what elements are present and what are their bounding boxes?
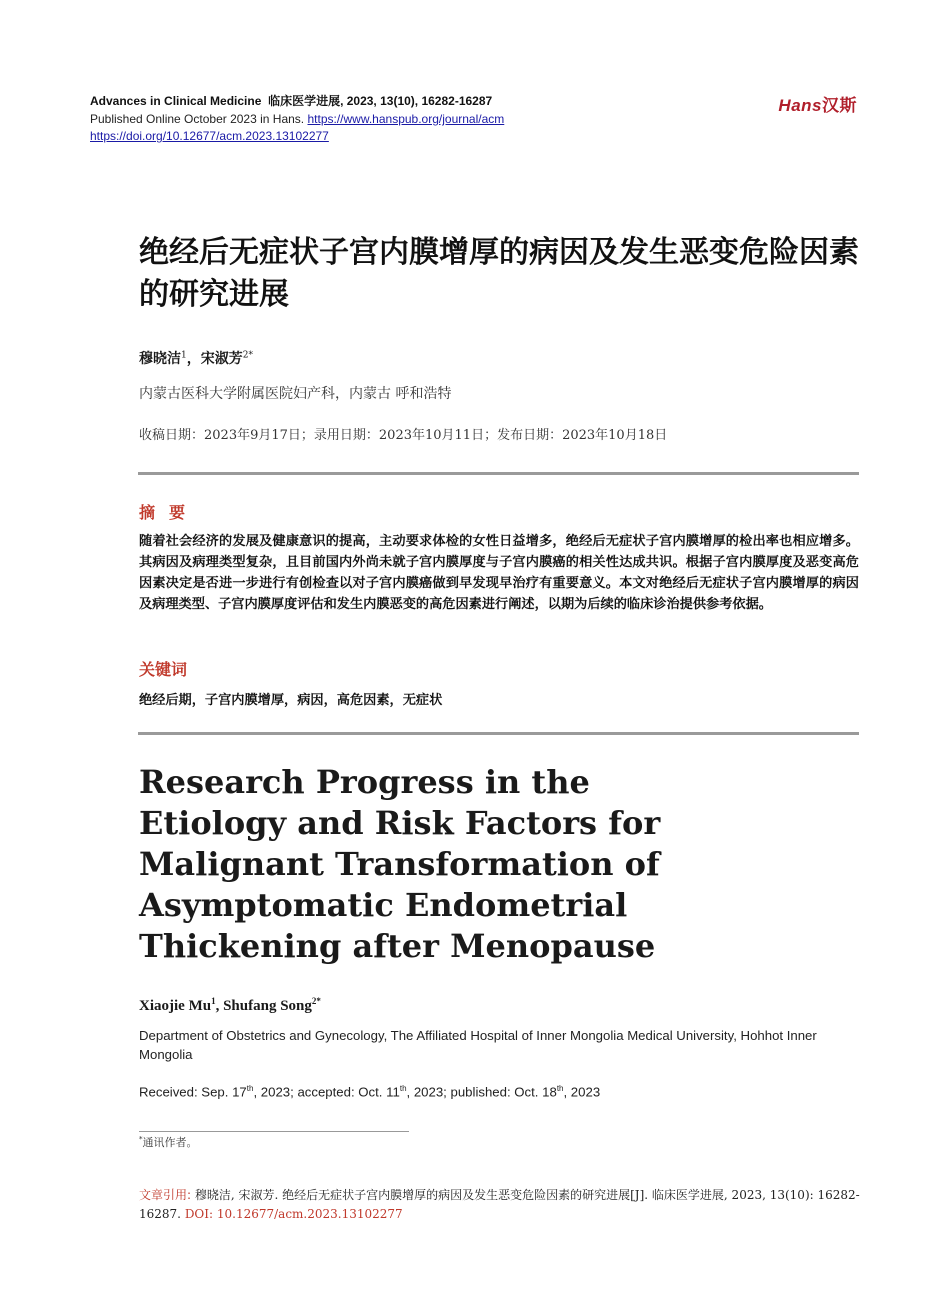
authors-cn (139, 348, 253, 368)
top-divider (138, 472, 859, 475)
citation (139, 1186, 861, 1224)
footnote-mark: * (139, 1135, 143, 1144)
author1-en: Xiaojie Mu (139, 998, 212, 1014)
dates-en (139, 1084, 600, 1099)
author1-cn-sup: 1 (181, 350, 187, 361)
accepted-date: , 2023; accepted: Oct. 11 (253, 1084, 400, 1100)
citation-text: 穆晓洁, 宋淑芳. 绝经后无症状子宫内膜增厚的病因及发生恶变危险因素的研究进展[J]. 临床医学进展, 2023, 13(10): 16282-16287. (139, 1188, 860, 1221)
author2-cn: 宋淑芳 (200, 351, 243, 367)
author1-cn: 穆晓洁 (139, 351, 181, 367)
published-sup: th (556, 1084, 564, 1093)
footnote (139, 1134, 198, 1150)
affiliation-en: Department of Obstetrics and Gynecology, The Affiliated Hospital of Inner Mongolia Medical University, Hohhot Inner Mongolia (139, 1028, 817, 1062)
published-text: Published Online October 2023 in Hans. (90, 112, 305, 126)
dates-cn: 收稿日期：2023年9月17日；录用日期：2023年10月11日；发布日期：2023年10月18日 (139, 428, 668, 443)
hans-logo (778, 91, 857, 116)
author-separator-cn: ， (186, 351, 201, 367)
citation-doi: DOI: 10.12677/acm.2023.13102277 (184, 1207, 403, 1221)
logo-text-cn: 汉斯 (822, 96, 857, 115)
published-date: , 2023; published: Oct. 18 (406, 1084, 557, 1100)
author2-cn-sup: 2* (242, 350, 253, 361)
author1-en-sup: 1 (211, 996, 216, 1006)
keywords-heading: 关键词 (139, 660, 188, 679)
affiliation-cn: 内蒙古医科大学附属医院妇产科，内蒙古 呼和浩特 (139, 386, 452, 402)
authors-en (139, 996, 321, 1015)
keywords-text: 绝经后期，子宫内膜增厚，病因，高危因素，无症状 (139, 693, 443, 708)
footnote-divider (139, 1131, 409, 1132)
journal-url-link[interactable]: https://www.hanspub.org/journal/acm (307, 112, 505, 126)
title-cn: 绝经后无症状子宫内膜增厚的病因及发生恶变危险因素的研究进展 (139, 235, 859, 312)
footnote-text: 通讯作者。 (142, 1136, 198, 1149)
doi-link[interactable]: https://doi.org/10.12677/acm.2023.13102277 (90, 129, 329, 143)
accepted-sup: th (399, 1084, 407, 1093)
received-date: Received: Sep. 17 (139, 1084, 247, 1100)
author2-en: Shufang Song (223, 998, 312, 1014)
published-line (90, 111, 504, 127)
bottom-divider (138, 732, 859, 735)
journal-name-en: Advances in Clinical Medicine (90, 94, 262, 108)
author-separator-en: , (215, 998, 224, 1014)
author2-en-sup: 2* (311, 996, 321, 1006)
received-sup: th (246, 1084, 254, 1093)
abstract-heading: 摘要 (139, 503, 200, 522)
journal-info-cn: 临床医学进展, 2023, 13(10), 16282-16287 (268, 94, 493, 108)
logo-text-en: Hans (778, 96, 822, 115)
abstract-text: 随着社会经济的发展及健康意识的提高，主动要求体检的女性日益增多，绝经后无症状子宫内膜增厚的检出率也相应增多。其病因及病理类型复杂，且目前国内外尚未就子宫内膜厚度与子宫内膜癌的相关性达成共识。根据子宫内膜厚度及恶变高危因素决定是否进一步进行有创检查以对子宫内膜癌做到早发现早治疗有重要意义。本文对绝经后无症状子宫内膜增厚的病因及病理类型、子宫内膜厚度评估和发生内膜恶变的高危因素进行阐述，以期为后续的临床诊治提供参考依据。 (139, 534, 859, 612)
citation-label: 文章引用: (139, 1188, 192, 1202)
journal-header (90, 93, 492, 109)
published-year: , 2023 (563, 1084, 601, 1100)
doi-line (90, 128, 329, 144)
title-en: Research Progress in the Etiology and Risk Factors for Malignant Transformation of Asymptomatic Endometrial Thickening after Menopause (139, 763, 661, 965)
